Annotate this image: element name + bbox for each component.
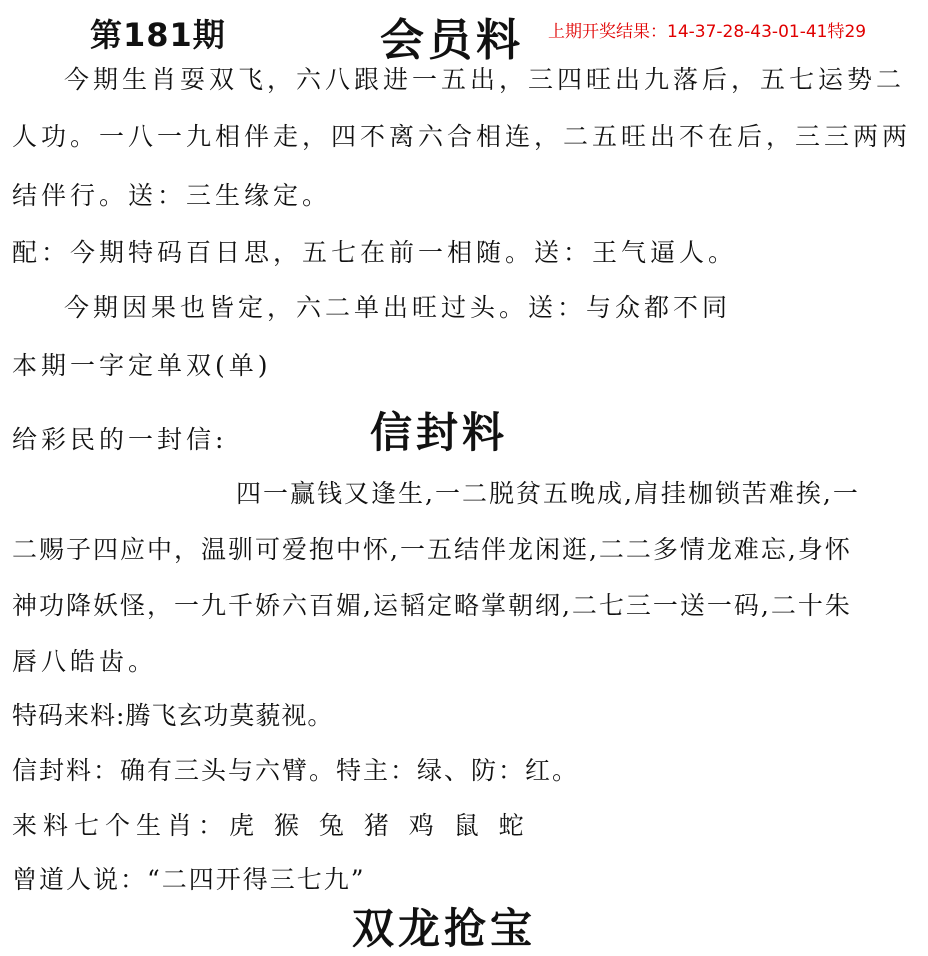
last-draw-result: 上期开奖结果：14-37-28-43-01-41特29 bbox=[548, 22, 867, 42]
poem-line-3: 结伴行。送：三生缘定。 bbox=[12, 181, 332, 210]
quote-line: 曾道人说：“二四开得三七九” bbox=[12, 865, 366, 894]
footer-title: 双龙抢宝 bbox=[352, 904, 537, 953]
page-title: 会员料 bbox=[380, 15, 524, 66]
poem-line-1: 今期生肖耍双飞，六八跟进一五出，三四旺出九落后，五七运势二 bbox=[64, 65, 906, 94]
envelope-note-line: 信封料：确有三头与六臂。特主：绿、防：红。 bbox=[12, 756, 580, 785]
odd-even-line: 本期一字定单双(单) bbox=[12, 351, 272, 380]
letter-title: 信封料 bbox=[370, 408, 509, 457]
letter-line-3: 神功降妖怪，一九千娇六百媚,运韬定略掌朝纲,二七三一送一码,二十朱 bbox=[12, 591, 852, 620]
poem-line-2: 人功。一八一九相伴走，四不离六合相连，二五旺出不在后，三三两两 bbox=[12, 122, 912, 151]
issue-number: 第181期 bbox=[90, 16, 226, 54]
letter-intro: 给彩民的一封信: bbox=[12, 425, 228, 454]
letter-line-4: 唇八皓齿。 bbox=[12, 647, 158, 676]
zodiac-line: 来料七个生肖：虎 猴 兔 猪 鸡 鼠 蛇 bbox=[12, 811, 530, 840]
pairing-line-2: 今期因果也皆定，六二单出旺过头。送：与众都不同 bbox=[64, 293, 732, 322]
letter-line-1: 四一赢钱又逢生,一二脱贫五晚成,肩挂枷锁苦难挨,一 bbox=[236, 479, 860, 508]
letter-line-2: 二赐子四应中，温驯可爱抱中怀,一五结伴龙闲逛,二二多情龙难忘,身怀 bbox=[12, 535, 852, 564]
special-line: 特码来料:腾飞玄功莫藐视。 bbox=[12, 701, 334, 730]
pairing-line-1: 配：今期特码百日思，五七在前一相随。送：王气逼人。 bbox=[12, 238, 738, 267]
